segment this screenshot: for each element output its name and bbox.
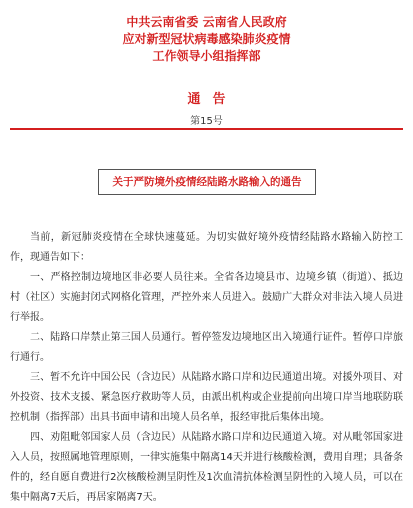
notice-title: 通告 (187, 92, 238, 107)
paragraph-3: 三、暂不允许中国公民（含边民）从陆路水路口岸和边民通道出境。对援外项目、对外投资、技术支援、紧急医疗救助等人员，由派出机构或企业提前向出境口岸当地联防联控机制（指挥部）出具书面申请和出境人员名单，报经审批后集体出境。 (10, 372, 403, 423)
issuer-line-3: 工作领导小组指挥部 (152, 49, 261, 63)
paragraph-2: 二、陆路口岸禁止第三国人员通行。暂停签发边境地区出入境通行证件。暂停口岸旅行通行。 (10, 332, 403, 363)
headline-box (98, 169, 316, 195)
red-divider (10, 128, 403, 130)
issuer-line-1: 中共云南省委 云南省人民政府 (126, 15, 287, 29)
issuer-line-2: 应对新型冠状病毒感染肺炎疫情 (122, 32, 291, 46)
paragraph-intro: 当前，新冠肺炎疫情在全球快速蔓延。为切实做好境外疫情经陆路水路输入防控工作，现通告如下： (10, 232, 403, 263)
paragraph-1: 一、严格控制边境地区非必要人员往来。全省各边境县市、边境乡镇（街道）、抵边村（社区）实施封闭式网格化管理，严控外来人员进入。鼓励广大群众对非法入境人员进行举报。 (10, 272, 403, 323)
notice-body (10, 228, 403, 508)
paragraph-4: 四、劝阻毗邻国家人员（含边民）从陆路水路口岸和边民通道入境。对从毗邻国家进入人员，按照属地管理原则，一律实施集中隔离14天并进行核酸检测，费用自理；具备条件的，经自愿自费进行2次核酸检测呈阴性及1次血清抗体检测呈阴性的入境人员，可以在集中隔离7天后，再居家隔离7天。 (10, 432, 403, 503)
notice-number: 第15号 (190, 116, 223, 127)
headline: 关于严防境外疫情经陆路水路输入的通告 (112, 176, 302, 188)
